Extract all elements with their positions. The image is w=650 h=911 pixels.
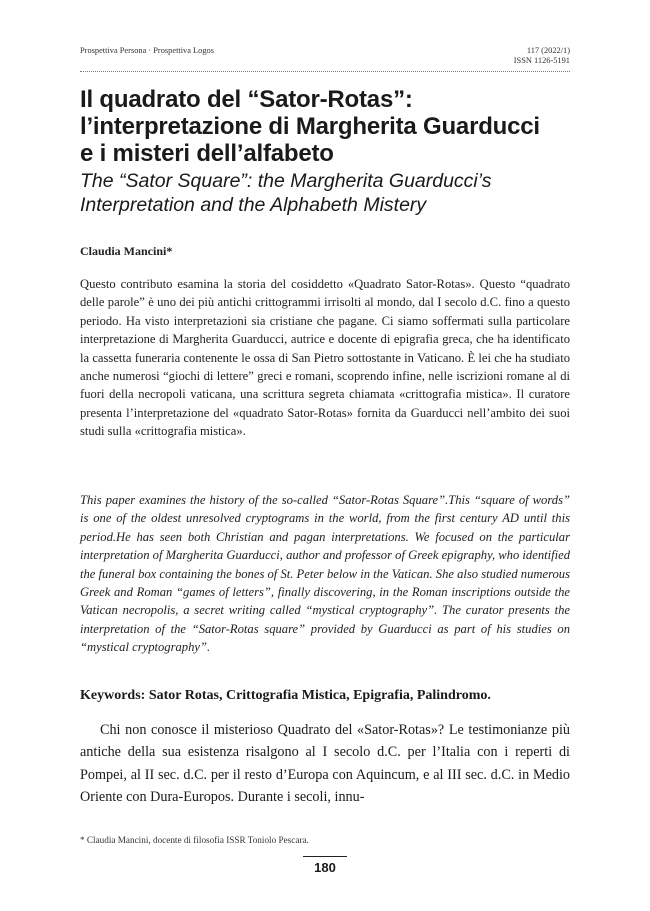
issn: ISSN 1126-5191 bbox=[513, 56, 570, 65]
body-paragraph: Chi non conosce il misterioso Quadrato del «Sator-Rotas»? Le testimonianze più antiche della sua esistenza risalgono al I secolo d.C. per l’Italia con i reperti di Pompei, al II sec. d.C. per il resto d’Europa con Aquincum, e al III sec. d.C. in Medio Oriente con Dura-Europos. Durante i secoli, innu- bbox=[80, 722, 570, 805]
title-line: Interpretation and the Alphabeth Mistery bbox=[80, 194, 427, 216]
abstract-italian: Questo contributo esamina la storia del cosiddetto «Quadrato Sator-Rotas». Questo “quadrato delle parole” è uno dei più antichi crittogrammi irrisolti al mondo, dal I secolo d.C. fino a questo periodo. Ha visto interpretazioni sia cristiane che pagane. Ci siamo soffermati sulla particolare interpretazione di Margherita Guarducci, autrice e docente di epigrafia greca, che ha identificato la cassetta funeraria contenente le ossa di San Pietro sottostante in Vaticano. È lei che ha studiato anche numerosi “giochi di lettere” greci e romani, scoprendo infine, nelle iscrizioni romane al di fuori della necropoli vaticana, una scrittura segreta chiamata «crittografia mistica». Il curatore presenta l’interpretazione del «quadrato Sator-Rotas» fornita da Guarducci nell’ambito dei suoi studi sulla «crittografia mistica». bbox=[80, 277, 570, 439]
title-line: l’interpretazione di Margherita Guarducci bbox=[80, 113, 540, 140]
journal-name: Prospettiva Persona · Prospettiva Logos bbox=[80, 46, 214, 55]
footnote: * Claudia Mancini, docente di filosofia ISSR Toniolo Pescara. bbox=[80, 835, 309, 845]
issue-number: 117 (2022/1) bbox=[526, 46, 570, 55]
abstract-english: This paper examines the history of the so-called “Sator-Rotas Square”.This “square of words” is one of the oldest unresolved cryptograms in the world, from the first century AD until this period.He has seen both Christian and pagan interpretations. We focused on the particular interpretation of Margherita Guarducci, author and professor of Greek epigraphy, who identified the funeral box containing the bones of St. Peter below in the Vatican. She also studied numerous Greek and Roman “games of letters”, finally discovering, in the Roman inscriptions outside the Vatican necropolis, a secret writing called “mystical cryptography”. The curator presents the interpretation of the “Sator-Rotas square” provided by Guarducci as part of his studies on “mystical cryptography”. bbox=[80, 493, 570, 655]
title-line: e i misteri dell’alfabeto bbox=[80, 140, 334, 167]
issue-info bbox=[514, 46, 570, 66]
author-name: Claudia Mancini* bbox=[80, 244, 173, 258]
title-line: Il quadrato del “Sator-Rotas”: bbox=[80, 86, 413, 113]
page bbox=[80, 0, 570, 911]
article-title-italian bbox=[80, 86, 580, 167]
keywords: Keywords: Sator Rotas, Crittografia Mistica, Epigrafia, Palindromo. bbox=[80, 688, 491, 703]
page-number-rule bbox=[303, 856, 347, 857]
page-number: 180 bbox=[314, 860, 336, 875]
header-divider bbox=[80, 71, 570, 72]
title-line: The “Sator Square”: the Margherita Guarducci’s bbox=[80, 170, 492, 192]
article-title-english bbox=[80, 169, 580, 217]
